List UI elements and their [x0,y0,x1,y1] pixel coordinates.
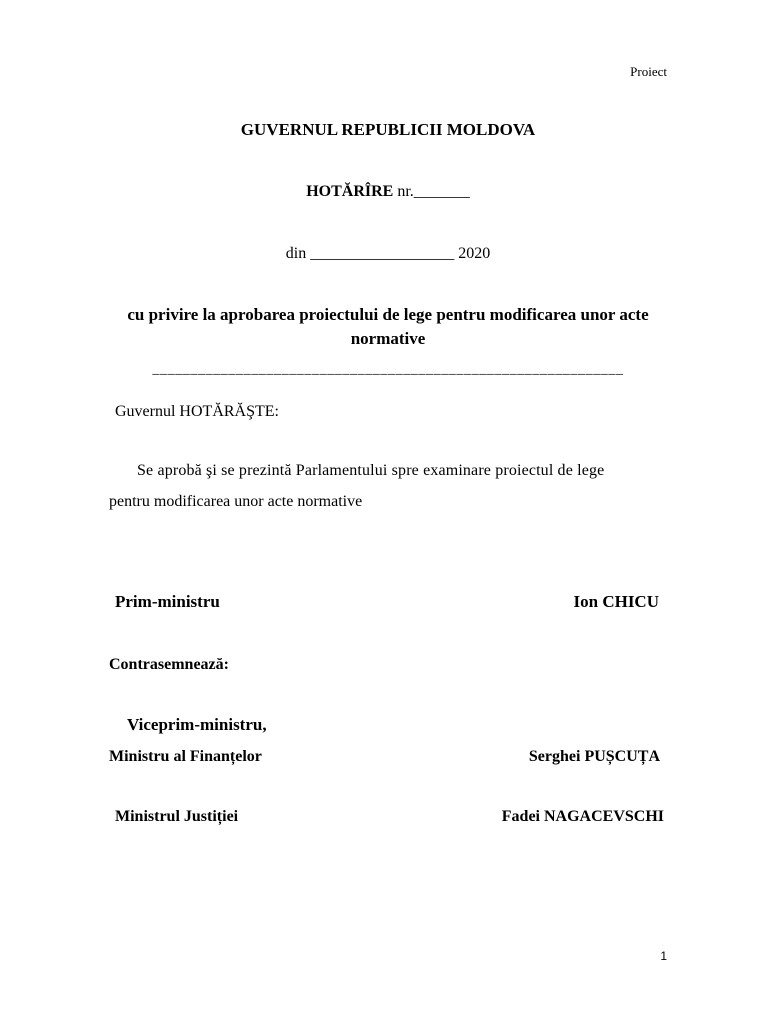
decision-paragraph-line-1: Se aprobă şi se prezintă Parlamentului spre examinare proiectul de lege [137,462,605,479]
decision-number: nr._______ [393,183,470,200]
government-title: GUVERNUL REPUBLICII MOLDOVA [240,120,536,139]
draft-label: Proiect [630,64,667,79]
countersign-label: Contrasemnează: [109,656,229,673]
subject-line-2: normative [350,329,426,348]
decision-paragraph-line-2: pentru modificarea unor acte normative [109,493,363,510]
justice-minister-name: Fadei NAGACEVSCHI [501,808,664,825]
finance-minister-name: Serghei PUȘCUȚA [528,748,660,765]
government-decides: Guvernul HOTĂRĂŞTE: [115,403,279,420]
date-line: din __________________ 2020 [285,245,491,262]
pm-name: Ion CHICU [573,592,659,611]
decision-word: HOTĂRÎRE [306,183,394,200]
decision-heading [0,183,768,201]
page-number: 1 [660,949,667,963]
pm-title: Prim-ministru [115,592,220,611]
justice-minister-title: Ministrul Justiției [115,808,239,825]
vice-pm-title: Viceprim-ministru, [127,715,267,734]
subject-line-1: cu privire la aprobarea proiectului de lege pentru modificarea unor acte [127,305,649,324]
finance-minister-title: Ministru al Finanțelor [109,748,262,765]
subject-separator: ______________________________________________________________ [152,362,624,377]
